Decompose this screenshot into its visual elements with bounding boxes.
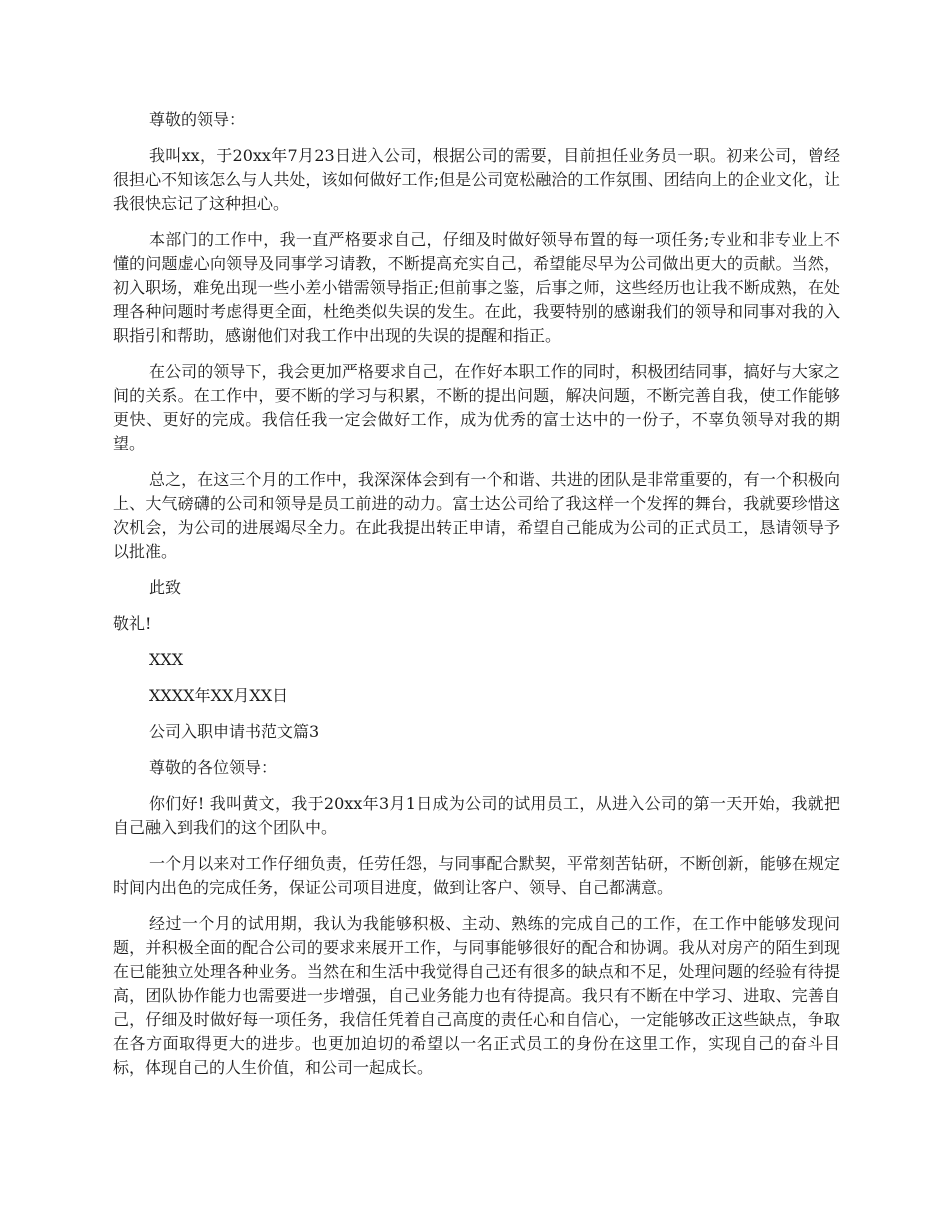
greeting-line: 尊敬的领导： [149, 110, 246, 129]
closing-line: 此致 [149, 578, 182, 597]
review-paragraph: 经过一个月的试用期，我认为我能够积极、主动、熟练的完成自己的工作，在工作中能够发现问题，并积极全面的配合公司的要求来展开工作，与同事能够很好的配合和协调。我从对房产的陌生到现在已能独立处理各种业务。当然在和生活中我觉得自己还有很多的缺点和不足，处理问题的经验有待提高，团队协作能力也需要进一步增强，自己业务能力也有待提高。我只有不断在中学习、进取、完善自己，仔细及时做好每一项任务，我信任凭着自己高度的责任心和自信心，一定能够改正这些缺点，争取在各方面取得更大的进步。也更加迫切的希望以一名正式员工的身份在这里工作，实现自己的奋斗目标，体现自己的人生价值，和公司一起成长。 [113, 914, 840, 1077]
section-heading: 公司入职申请书范文篇3 [149, 722, 320, 741]
month-paragraph: 一个月以来对工作仔细负责，任劳任怨，与同事配合默契，平常刻苦钻研，不断创新，能够在规定时间内出色的完成任务，保证公司项目进度，做到让客户、领导、自己都满意。 [113, 854, 840, 897]
document-page [113, 108, 840, 1092]
work-paragraph: 本部门的工作中，我一直严格要求自己，仔细及时做好领导布置的每一项任务;专业和非专业上不懂的问题虚心向领导及同事学习请教，不断提高充实自己，希望能尽早为公司做出更大的贡献。当然，初入职场，难免出现一些小差小错需领导指正;但前事之鉴，后事之师，这些经历也让我不断成熟，在处理各种问题时考虑得更全面，杜绝类似失误的发生。在此，我要特别的感谢我们的领导和同事对我的入职指引和帮助，感谢他们对我工作中出现的失误的提醒和指正。 [113, 230, 840, 345]
intro-paragraph-2: 你们好! 我叫黄文，我于20xx年3月1日成为公司的试用员工，从进入公司的第一天开始，我就把自己融入到我们的这个团队中。 [113, 794, 840, 837]
summary-paragraph: 总之，在这三个月的工作中，我深深体会到有一个和谐、共进的团队是非常重要的，有一个积极向上、大气磅礴的公司和领导是员工前进的动力。富士达公司给了我这样一个发挥的舞台，我就要珍惜这次机会，为公司的进展竭尽全力。在此我提出转正申请，希望自己能成为公司的正式员工，恳请领导予以批准。 [113, 470, 840, 561]
signature-line: XXX [149, 650, 184, 669]
greeting-line-2: 尊敬的各位领导： [149, 758, 278, 777]
date-line: XXXX年XX月XX日 [149, 686, 289, 705]
salute-line: 敬礼! [113, 614, 152, 633]
intro-paragraph: 我叫xx，于20xx年7月23日进入公司，根据公司的需要，目前担任业务员一职。初来公司，曾经很担心不知该怎么与人共处，该如何做好工作;但是公司宽松融洽的工作氛围、团结向上的企业文化，让我很快忘记了这种担心。 [113, 146, 840, 213]
plan-paragraph: 在公司的领导下，我会更加严格要求自己，在作好本职工作的同时，积极团结同事，搞好与大家之间的关系。在工作中，要不断的学习与积累，不断的提出问题，解决问题，不断完善自我，使工作能够更快、更好的完成。我信任我一定会做好工作，成为优秀的富士达中的一份子，不辜负领导对我的期望。 [113, 362, 840, 453]
